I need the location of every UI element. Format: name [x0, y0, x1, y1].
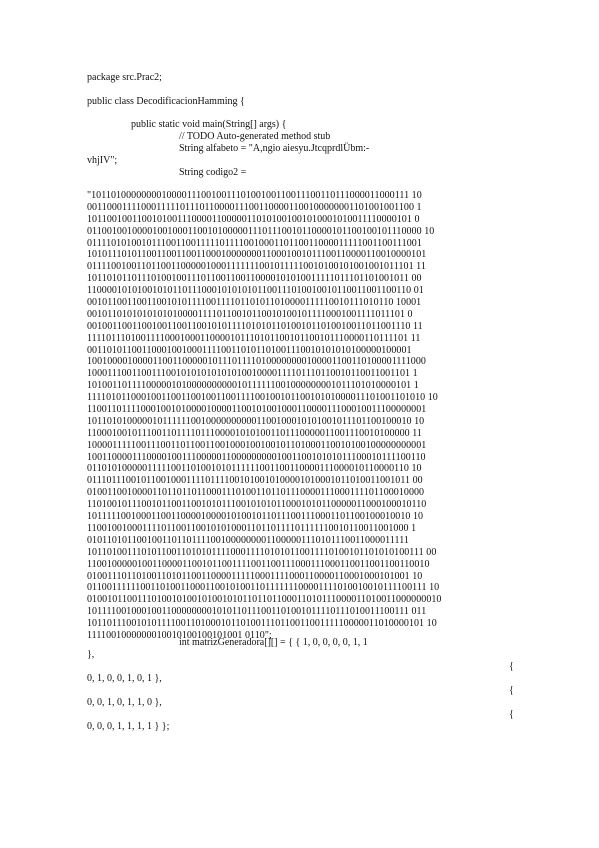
codigo2-row: 10101110101100110011001100010000000110001001011100110000110010000101 — [87, 249, 427, 261]
codigo2-row: 11001101111000100101000010000110010100100011000011100010011100000001 — [87, 404, 427, 416]
codigo2-row: 10110101101110100100111011001100110000101010011111011101101001011 00 — [87, 273, 422, 285]
codigo2-row: 110010000010011000011001011001111001100111000111000110011001100110010 — [87, 558, 430, 570]
class-declaration-line: public class DecodificacionHamming { — [87, 96, 245, 107]
codigo2-row: 011110010011011001100000100011111110010111110010100101001001011101 11 — [87, 261, 426, 273]
matriz-declaration-line: int matrizGeneradora[][] = { { 1, 0, 0, 0, 0, 1, 1 — [179, 637, 368, 648]
matriz-row-1: 0, 1, 0, 0, 1, 0, 1 }, — [87, 673, 162, 684]
codigo2-row: 10001110011001110010101010101010010000111101110110010110011001101 1 — [87, 368, 418, 380]
matriz-row-2: 0, 0, 1, 0, 1, 1, 0 }, — [87, 697, 162, 708]
codigo2-row: 10100110111100000101000000000010111111001000000001011101010000101 1 — [87, 380, 419, 392]
codigo2-row: 0110010010000100100011001010000011101110010110000101100100101110000 10 — [87, 225, 435, 237]
codigo2-row: 01001100100001101101101100011101001101101110000111000111101100010000 — [87, 487, 425, 499]
matriz-brace-3: { — [509, 709, 514, 720]
codigo2-row: 11000010101001010110111000101010101100111010010010110011001100110 01 — [87, 285, 424, 297]
codigo2-row: 00101100110011001010111100111101101011010000111110010111010110 10001 — [87, 297, 422, 309]
codigo-declaration-line: String codigo2 = — [179, 167, 247, 178]
matriz-brace-2: { — [509, 685, 514, 696]
codigo2-row: 10110101000001011111100100000000001100100010101001011101100100010 10 — [87, 415, 425, 427]
codigo2-row: 10000111110011100110110011001000100100101101000110010100100000000001 — [87, 439, 427, 451]
codigo2-row: 10010000100001100110000010111011110100000000100001100110100001111000 — [87, 356, 426, 368]
alfabeto-continuation-line: vhjIV"; — [87, 155, 118, 166]
codigo2-row: 10110111001010111100110100010110100111011001100111110000011010000101 10 — [87, 618, 437, 630]
todo-comment-line: // TODO Auto-generated method stub — [179, 131, 331, 142]
codigo2-row: 01011010110010011011011110010000000011000001110101110011000011111 — [87, 534, 409, 546]
codigo2-row: "1011010000000010000111001001110100100110011100110111000011000111 10 — [87, 190, 422, 201]
codigo2-row: 01101010000011111001101001010111111001100110000111000010110000110 10 — [87, 463, 422, 475]
codigo2-row: 00100110011001001100110010101111010101101001011010010011011001110 11 — [87, 320, 423, 332]
codigo2-row: 11001001000111101100110010101000110110111101111110010110011001000 1 — [87, 522, 417, 534]
codigo2-row: 10110010011001010011100001100000110101001001010001010011110000101 0 — [87, 213, 420, 225]
alfabeto-line: String alfabeto = "A,ngio aiesyu.JtcqprdlÜbm:- — [179, 143, 370, 154]
codigo2-row: 01001011001110100101001010010101101101100011010111000011010011000000010 — [87, 594, 442, 606]
codigo2-row: 1111001000000010010100100101001 0110"; — [87, 629, 272, 641]
codigo2-row: 11110101100010011001100100110011110010010110010101000011101001101010 10 — [87, 392, 438, 404]
codigo2-row: 11010010111001011001100101011100101010110001010110000011000100010110 — [87, 499, 427, 511]
matriz-continuation-line: }, — [87, 649, 95, 660]
codigo2-row: 10111110010001100110000100001010010110111001110001101100100010010 10 — [87, 511, 424, 523]
codigo2-row: 001100011110001111101110110000111001100001100100000001101001001100 1 — [87, 201, 422, 213]
codigo2-row: 01111010100101110011001111101111001000110110011000011111001100111001 — [87, 237, 422, 249]
codigo2-row: 00110101100110001001000111100110101101001110010101010100000100001 — [87, 344, 412, 356]
codigo2-row: 011001111110011010011000110010100110111111100001111010010010111100111 10 — [87, 582, 440, 594]
matriz-row-3: 0, 0, 0, 1, 1, 1, 1 } }; — [87, 721, 170, 732]
main-method-line: public static void main(String[] args) { — [131, 119, 287, 130]
codigo2-row: 0010110101010101010000111101100101100101001011110001001111011101 0 — [87, 308, 413, 320]
codigo2-row: 01001110110100110101100110000111110001111000110000110001000101001 10 — [87, 570, 423, 582]
codigo2-row: 01110111001011001000111101111001010010100001010001011010011001011 00 — [87, 475, 423, 487]
codigo2-row: 11000100101110011011110111000010101001101110000011001110010100000 11 — [87, 427, 422, 439]
package-line: package src.Prac2; — [87, 72, 162, 83]
codigo2-row: 10111100100010011000000001010110111001101001011110111010011100111 011 — [87, 606, 427, 618]
codigo2-binary-string — [87, 190, 512, 642]
matriz-brace-1: { — [509, 661, 514, 672]
codigo2-row: 10110100111010110011010101111000111101010110011110100101101010100111 00 — [87, 546, 437, 558]
codigo2-row: 10011000011100001001110000011000000000100110010101011100010111100110 — [87, 451, 426, 463]
codigo2-row: 11110111010011110001000110000101110101100101100101110000110111101 11 — [87, 332, 421, 344]
